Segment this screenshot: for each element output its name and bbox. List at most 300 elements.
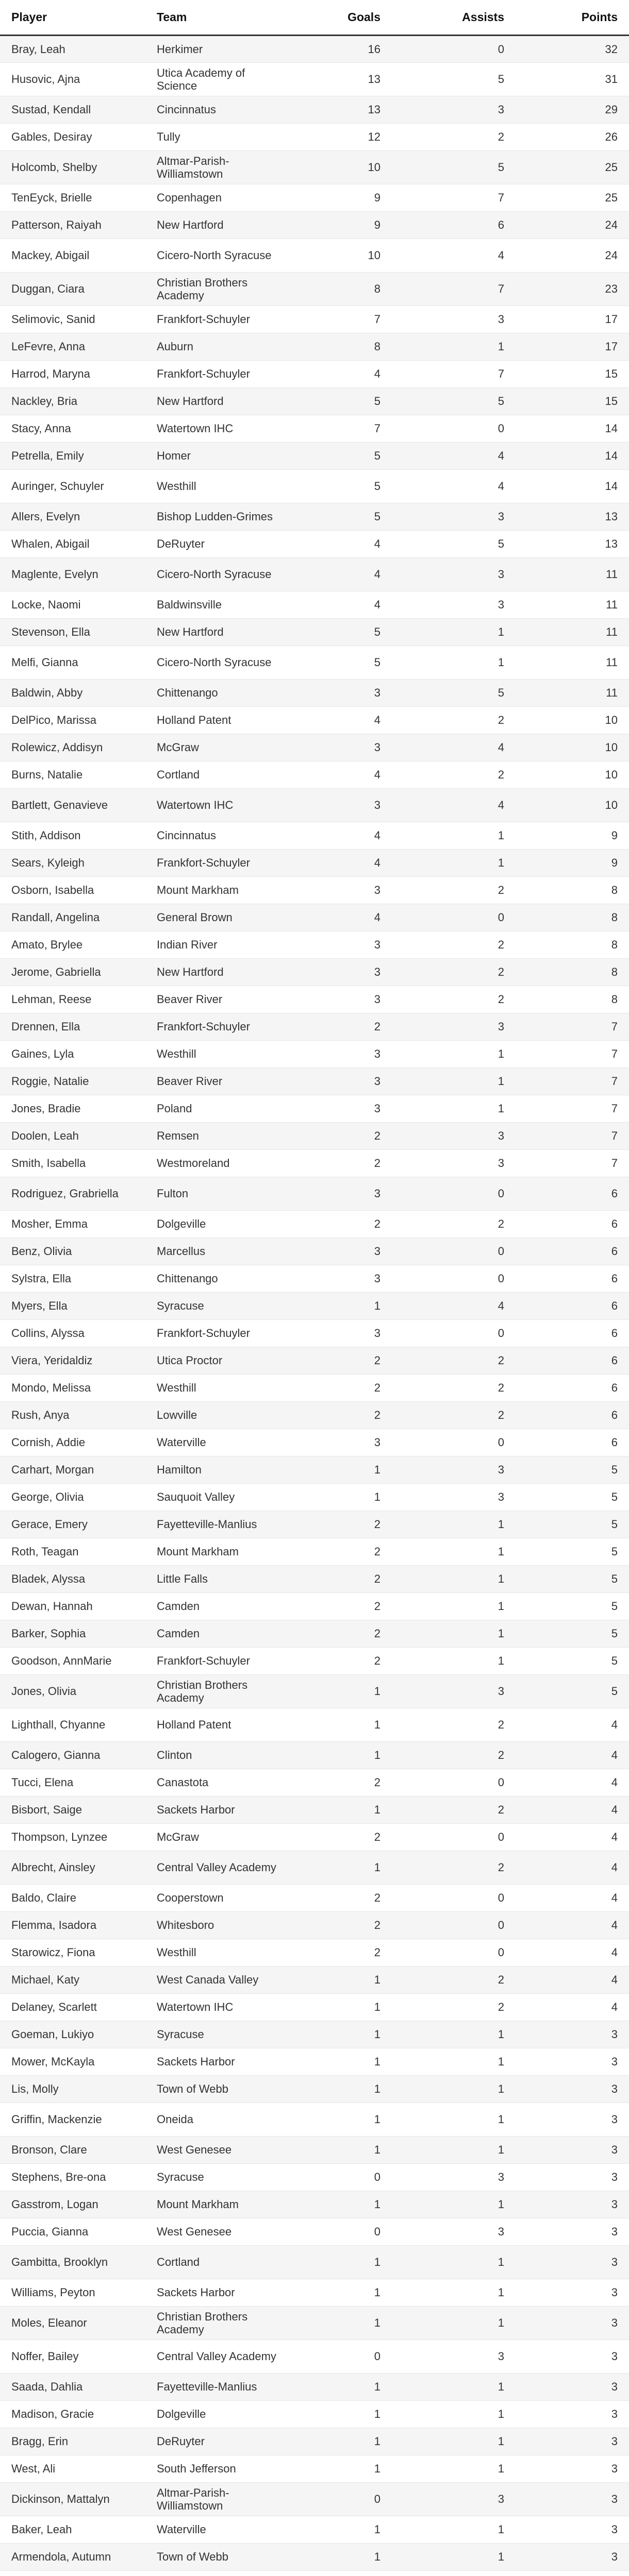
cell-goals: 3 [289, 1238, 392, 1265]
cell-assists: 1 [392, 2103, 516, 2136]
cell-goals: 3 [289, 931, 392, 958]
cell-points [516, 2570, 629, 2576]
cell-goals: 4 [289, 360, 392, 387]
cell-goals: 3 [289, 986, 392, 1013]
cell-player: Stith, Addison [0, 822, 145, 849]
header-points[interactable]: Points [516, 0, 629, 35]
cell-player: Stephens, Bre-ona [0, 2163, 145, 2191]
cell-goals: 3 [289, 679, 392, 706]
cell-points: 24 [516, 239, 629, 272]
cell-goals: 4 [289, 849, 392, 876]
cell-points: 24 [516, 211, 629, 239]
cell-assists: 1 [392, 618, 516, 646]
cell-assists: 3 [392, 1674, 516, 1708]
cell-player: Nackley, Bria [0, 387, 145, 415]
cell-player: LeFevre, Anna [0, 333, 145, 360]
table-row [0, 1483, 629, 1511]
cell-assists: 1 [392, 849, 516, 876]
cell-assists: 2 [392, 1374, 516, 1401]
cell-player: Moles, Eleanor [0, 2306, 145, 2340]
cell-player: Melfi, Gianna [0, 646, 145, 679]
cell-team: Fulton [145, 1177, 289, 1210]
table-row [0, 62, 629, 96]
cell-assists: 2 [392, 706, 516, 734]
table-row [0, 469, 629, 503]
cell-goals: 1 [289, 2103, 392, 2136]
cell-points: 11 [516, 646, 629, 679]
cell-team: Watertown IHC [145, 415, 289, 442]
cell-player: Bladek, Alyssa [0, 1565, 145, 1592]
cell-team: Clinton [145, 1741, 289, 1769]
cell-points: 10 [516, 734, 629, 761]
cell-assists: 1 [392, 646, 516, 679]
cell-team: Chittenango [145, 679, 289, 706]
cell-goals: 1 [289, 2455, 392, 2482]
table-row [0, 2048, 629, 2075]
cell-player: Baldo, Claire [0, 1884, 145, 1911]
cell-goals: 2 [289, 1401, 392, 1429]
cell-goals: 1 [289, 1851, 392, 1884]
cell-assists: 3 [392, 1456, 516, 1483]
cell-points: 17 [516, 306, 629, 333]
cell-team: West Genesee [145, 2136, 289, 2163]
cell-team: Poland [145, 1095, 289, 1122]
cell-points: 4 [516, 1708, 629, 1741]
cell-player: Harrod, Maryna [0, 360, 145, 387]
cell-team: General Brown [145, 904, 289, 931]
cell-goals: 1 [289, 2191, 392, 2218]
cell-points: 4 [516, 1993, 629, 2021]
table-row [0, 2400, 629, 2428]
cell-player: Armendola, Autumn [0, 2543, 145, 2570]
cell-player: Stevenson, Ella [0, 618, 145, 646]
cell-player: Viera, Yeridaldiz [0, 1347, 145, 1374]
cell-goals: 5 [289, 618, 392, 646]
cell-player: Rodriguez, Grabriella [0, 1177, 145, 1210]
table-row [0, 2306, 629, 2340]
cell-assists: 0 [392, 1238, 516, 1265]
table-row [0, 333, 629, 360]
cell-assists: 0 [392, 1265, 516, 1292]
cell-team: Syracuse [145, 2163, 289, 2191]
cell-assists: 3 [392, 306, 516, 333]
cell-points: 23 [516, 272, 629, 306]
table-row [0, 1511, 629, 1538]
cell-points: 3 [516, 2482, 629, 2516]
table-row [0, 2373, 629, 2400]
cell-player: Delaney, Scarlett [0, 1993, 145, 2021]
cell-team: Frankfort-Schuyler [145, 849, 289, 876]
table-row [0, 1347, 629, 1374]
cell-assists: 0 [392, 1177, 516, 1210]
cell-points: 5 [516, 1483, 629, 1511]
cell-team: Waterville [145, 2516, 289, 2543]
cell-goals: 1 [289, 2306, 392, 2340]
cell-team: Camden [145, 1592, 289, 1620]
cell-assists: 1 [392, 2021, 516, 2048]
header-goals[interactable]: Goals [289, 0, 392, 35]
table-row [0, 591, 629, 618]
cell-team: Fayetteville-Manlius [145, 2373, 289, 2400]
cell-assists: 2 [392, 1347, 516, 1374]
cell-assists: 7 [392, 360, 516, 387]
table-row [0, 1374, 629, 1401]
cell-goals: 12 [289, 123, 392, 150]
cell-team: Town of Webb [145, 2543, 289, 2570]
cell-goals: 1 [289, 2428, 392, 2455]
cell-player: TenEyck, Brielle [0, 184, 145, 211]
cell-player: Roggie, Natalie [0, 1067, 145, 1095]
cell-goals: 2 [289, 1347, 392, 1374]
cell-player: Jerome, Gabriella [0, 958, 145, 986]
cell-team: Whitesboro [145, 1911, 289, 1939]
cell-player: Rush, Anya [0, 1401, 145, 1429]
cell-goals: 0 [289, 2482, 392, 2516]
cell-assists: 2 [392, 761, 516, 788]
cell-points: 9 [516, 822, 629, 849]
cell-assists: 0 [392, 1769, 516, 1796]
cell-assists: 0 [392, 415, 516, 442]
header-player[interactable]: Player [0, 0, 145, 35]
table-row [0, 2245, 629, 2279]
cell-assists: 5 [392, 150, 516, 184]
cell-goals: 5 [289, 469, 392, 503]
cell-player: Randall, Angelina [0, 904, 145, 931]
cell-player: Calogero, Gianna [0, 1741, 145, 1769]
cell-player: Noffer, Bailey [0, 2340, 145, 2373]
table-row [0, 306, 629, 333]
cell-player: Mower, McKayla [0, 2048, 145, 2075]
cell-player: Gerace, Emery [0, 1511, 145, 1538]
table-row [0, 1966, 629, 1993]
cell-goals: 1 [289, 1966, 392, 1993]
cell-assists: 1 [392, 1095, 516, 1122]
cell-team: Holland Patent [145, 706, 289, 734]
cell-player: Petrella, Emily [0, 442, 145, 469]
cell-team: New Hartford [145, 618, 289, 646]
cell-assists: 1 [392, 1592, 516, 1620]
cell-assists: 0 [392, 35, 516, 62]
cell-player: Lis, Molly [0, 2075, 145, 2103]
cell-points: 4 [516, 1796, 629, 1823]
cell-points: 3 [516, 2340, 629, 2373]
cell-assists: 2 [392, 1993, 516, 2021]
cell-player: Selimovic, Sanid [0, 306, 145, 333]
cell-team: Syracuse [145, 2021, 289, 2048]
cell-points: 7 [516, 1040, 629, 1067]
cell-points: 8 [516, 876, 629, 904]
cell-team: Cortland [145, 2245, 289, 2279]
cell-goals: 2 [289, 1538, 392, 1565]
table-row [0, 1939, 629, 1966]
cell-assists: 0 [392, 1884, 516, 1911]
table-row [0, 1592, 629, 1620]
cell-player: Rolewicz, Addisyn [0, 734, 145, 761]
cell-team: Beaver River [145, 1067, 289, 1095]
table-row [0, 2455, 629, 2482]
table-row [0, 734, 629, 761]
table-row [0, 503, 629, 530]
cell-assists: 1 [392, 2400, 516, 2428]
cell-goals: 5 [289, 503, 392, 530]
table-row [0, 1429, 629, 1456]
cell-points: 3 [516, 2279, 629, 2306]
cell-team: Westhill [145, 1374, 289, 1401]
table-row [0, 1993, 629, 2021]
table-header-row [0, 0, 629, 35]
table-row [0, 1265, 629, 1292]
table-row [0, 211, 629, 239]
cell-player: Tucci, Elena [0, 1769, 145, 1796]
cell-goals: 13 [289, 96, 392, 123]
cell-team: Remsen [145, 1122, 289, 1149]
cell-player: Carhart, Morgan [0, 1456, 145, 1483]
table-row [0, 1741, 629, 1769]
cell-player: Goeman, Lukiyo [0, 2021, 145, 2048]
cell-goals: 3 [289, 1095, 392, 1122]
table-row [0, 239, 629, 272]
table-row [0, 1620, 629, 1647]
cell-player: Lighthall, Chyanne [0, 1708, 145, 1741]
cell-goals: 2 [289, 1374, 392, 1401]
cell-team: Westhill [145, 469, 289, 503]
cell-points: 9 [516, 849, 629, 876]
cell-points: 4 [516, 1741, 629, 1769]
table-row [0, 1823, 629, 1851]
cell-team: Mount Markham [145, 1538, 289, 1565]
cell-player: Dickinson, Mattalyn [0, 2482, 145, 2516]
cell-team: Cortland [145, 761, 289, 788]
cell-player: Bragg, Erin [0, 2428, 145, 2455]
cell-points: 8 [516, 904, 629, 931]
cell-team: Westhill [145, 1040, 289, 1067]
cell-team: Sackets Harbor [145, 2279, 289, 2306]
cell-points: 25 [516, 184, 629, 211]
cell-goals: 1 [289, 2021, 392, 2048]
cell-assists: 4 [392, 239, 516, 272]
cell-team: Frankfort-Schuyler [145, 1647, 289, 1674]
cell-goals: 3 [289, 1040, 392, 1067]
cell-goals: 2 [289, 1149, 392, 1177]
table-row [0, 904, 629, 931]
cell-goals: 1 [289, 1456, 392, 1483]
cell-assists: 3 [392, 503, 516, 530]
cell-assists: 5 [392, 62, 516, 96]
cell-player: Bronson, Clare [0, 2136, 145, 2163]
cell-player: Jones, Bradie [0, 1095, 145, 1122]
cell-team: Watertown IHC [145, 1993, 289, 2021]
cell-player: Jones, Olivia [0, 1674, 145, 1708]
cell-points: 4 [516, 1823, 629, 1851]
cell-assists: 3 [392, 591, 516, 618]
cell-assists: 1 [392, 2455, 516, 2482]
cell-goals: 2 [289, 1911, 392, 1939]
cell-team: Camden [145, 1620, 289, 1647]
cell-team: Beaver River [145, 986, 289, 1013]
cell-assists: 3 [392, 2482, 516, 2516]
cell-points: 6 [516, 1210, 629, 1238]
cell-team: McGraw [145, 734, 289, 761]
cell-assists: 3 [392, 2218, 516, 2245]
cell-player: Puccia, Gianna [0, 2218, 145, 2245]
cell-points: 14 [516, 469, 629, 503]
table-row [0, 2218, 629, 2245]
cell-team: Fayetteville-Manlius [145, 1511, 289, 1538]
cell-team: McGraw [145, 1823, 289, 1851]
table-row [0, 2163, 629, 2191]
cell-assists: 1 [392, 1647, 516, 1674]
cell-team: Frankfort-Schuyler [145, 1319, 289, 1347]
cell-goals: 3 [289, 1319, 392, 1347]
cell-goals: 4 [289, 904, 392, 931]
cell-player: Roth, Teagan [0, 1538, 145, 1565]
cell-points: 10 [516, 706, 629, 734]
table-row [0, 1013, 629, 1040]
cell-assists: 2 [392, 1966, 516, 1993]
cell-goals: 3 [289, 1177, 392, 1210]
cell-player: Bartlett, Genavieve [0, 788, 145, 822]
cell-assists: 2 [392, 986, 516, 1013]
table-row [0, 96, 629, 123]
cell-points: 6 [516, 1319, 629, 1347]
cell-team: Dolgeville [145, 1210, 289, 1238]
cell-goals: 1 [289, 2245, 392, 2279]
cell-goals: 4 [289, 706, 392, 734]
table-row [0, 557, 629, 591]
cell-assists: 1 [392, 2516, 516, 2543]
cell-goals: 1 [289, 1483, 392, 1511]
cell-team: Waterville [145, 1429, 289, 1456]
table-row [0, 1851, 629, 1884]
cell-team: Mount Markham [145, 876, 289, 904]
cell-team: Christian Brothers Academy [145, 272, 289, 306]
cell-goals: 16 [289, 35, 392, 62]
cell-goals: 3 [289, 1429, 392, 1456]
cell-points: 15 [516, 360, 629, 387]
table-row [0, 1647, 629, 1674]
cell-team: New Hartford [145, 958, 289, 986]
cell-assists: 0 [392, 1823, 516, 1851]
cell-assists: 2 [392, 931, 516, 958]
cell-team: Hamilton [145, 1456, 289, 1483]
table-row [0, 1884, 629, 1911]
cell-assists: 5 [392, 530, 516, 557]
cell-points: 4 [516, 1966, 629, 1993]
cell-player: Sustad, Kendall [0, 96, 145, 123]
table-row [0, 706, 629, 734]
cell-player: Sylstra, Ella [0, 1265, 145, 1292]
table-row [0, 2191, 629, 2218]
cell-goals: 1 [289, 2279, 392, 2306]
cell-goals: 2 [289, 1511, 392, 1538]
cell-team: Lowville [145, 1401, 289, 1429]
cell-points: 5 [516, 1565, 629, 1592]
cell-assists: 0 [392, 1939, 516, 1966]
cell-player: Gables, Desiray [0, 123, 145, 150]
cell-assists: 1 [392, 1511, 516, 1538]
cell-goals: 8 [289, 272, 392, 306]
cell-assists: 1 [392, 2373, 516, 2400]
cell-team: West Genesee [145, 2218, 289, 2245]
cell-team: Cicero-North Syracuse [145, 646, 289, 679]
cell-points: 3 [516, 2306, 629, 2340]
table-row [0, 1292, 629, 1319]
cell-assists: 1 [392, 2245, 516, 2279]
cell-points: 3 [516, 2516, 629, 2543]
cell-points: 11 [516, 618, 629, 646]
table-row [0, 123, 629, 150]
cell-player: Madison, Gracie [0, 2400, 145, 2428]
cell-player: Osborn, Isabella [0, 876, 145, 904]
cell-team: Cicero-North Syracuse [145, 239, 289, 272]
cell-player: Duggan, Ciara [0, 272, 145, 306]
cell-player: Dewan, Hannah [0, 1592, 145, 1620]
cell-player: Allers, Evelyn [0, 503, 145, 530]
cell-assists: 1 [392, 2136, 516, 2163]
cell-player: Baldwin, Abby [0, 679, 145, 706]
header-assists[interactable]: Assists [392, 0, 516, 35]
cell-goals: 4 [289, 822, 392, 849]
cell-team: Frankfort-Schuyler [145, 1013, 289, 1040]
cell-player: Barker, Sophia [0, 1620, 145, 1647]
cell-assists: 3 [392, 1013, 516, 1040]
cell-assists: 1 [392, 2191, 516, 2218]
header-team[interactable]: Team [145, 0, 289, 35]
cell-assists: 2 [392, 1401, 516, 1429]
cell-points: 11 [516, 557, 629, 591]
cell-goals: 10 [289, 239, 392, 272]
cell-points: 6 [516, 1177, 629, 1210]
cell-player: Griffin, Mackenzie [0, 2103, 145, 2136]
cell-points: 29 [516, 96, 629, 123]
cell-goals: 2 [289, 1013, 392, 1040]
cell-goals: 7 [289, 306, 392, 333]
cell-player [0, 2570, 145, 2576]
cell-goals: 4 [289, 557, 392, 591]
cell-player: Amato, Brylee [0, 931, 145, 958]
table-row [0, 35, 629, 62]
cell-player: Lehman, Reese [0, 986, 145, 1013]
table-row [0, 2428, 629, 2455]
cell-points: 3 [516, 2455, 629, 2482]
cell-goals: 2 [289, 1565, 392, 1592]
cell-assists: 0 [392, 1319, 516, 1347]
cell-player: Husovic, Ajna [0, 62, 145, 96]
cell-team: Copenhagen [145, 184, 289, 211]
cell-team: Tully [145, 123, 289, 150]
cell-team: Baldwinsville [145, 591, 289, 618]
cell-player: Stacy, Anna [0, 415, 145, 442]
table-row [0, 2482, 629, 2516]
cell-team: DeRuyter [145, 530, 289, 557]
cell-player: George, Olivia [0, 1483, 145, 1511]
cell-points: 5 [516, 1592, 629, 1620]
cell-player: Williams, Peyton [0, 2279, 145, 2306]
cell-player: Bray, Leah [0, 35, 145, 62]
cell-goals: 2 [289, 1647, 392, 1674]
cell-assists: 2 [392, 1851, 516, 1884]
cell-team: Westhill [145, 1939, 289, 1966]
cell-goals: 2 [289, 1769, 392, 1796]
cell-team: Cincinnatus [145, 96, 289, 123]
cell-goals: 1 [289, 1674, 392, 1708]
cell-assists: 6 [392, 211, 516, 239]
cell-goals: 9 [289, 211, 392, 239]
cell-team: Christian Brothers Academy [145, 1674, 289, 1708]
cell-goals: 2 [289, 1939, 392, 1966]
cell-points: 5 [516, 1647, 629, 1674]
cell-points: 3 [516, 2136, 629, 2163]
